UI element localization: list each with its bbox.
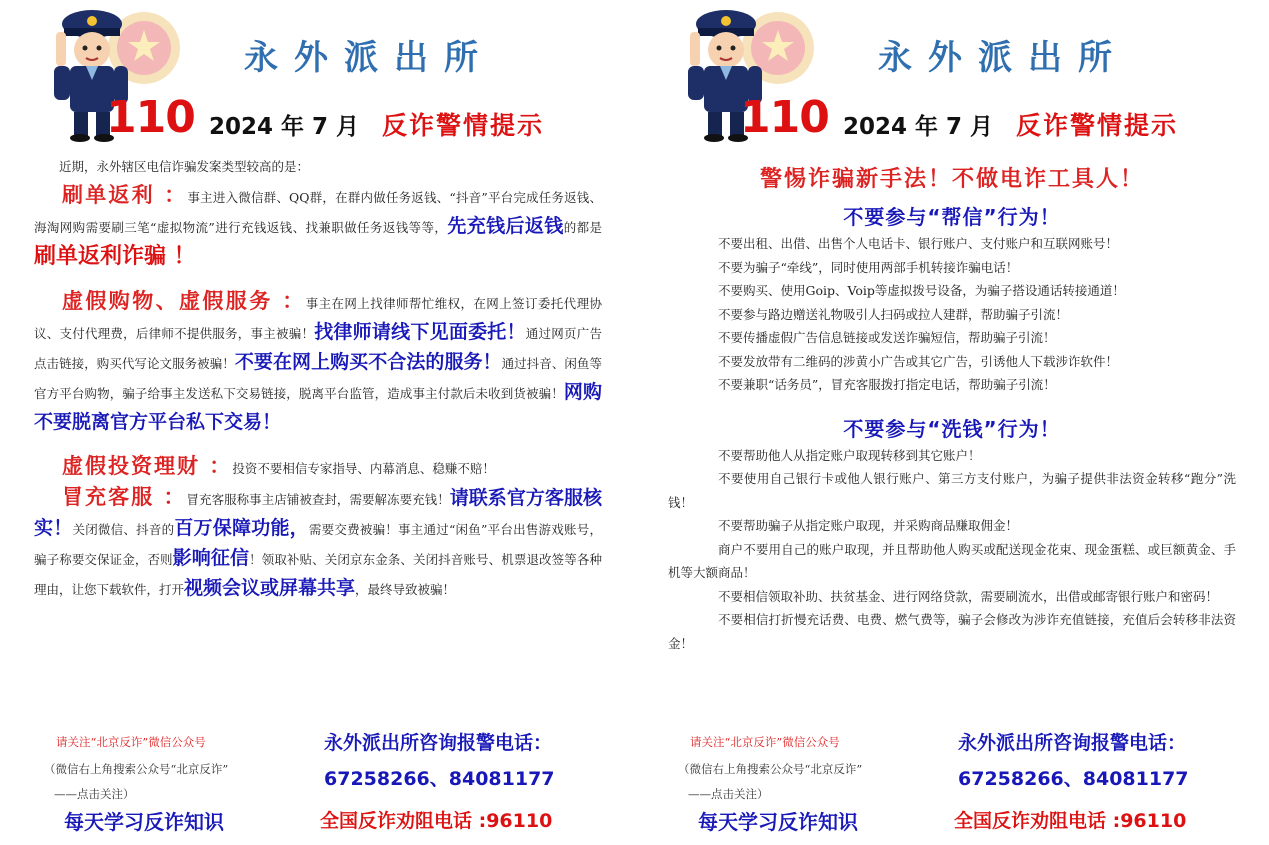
section-heading: 虚假投资理财 ： <box>62 454 233 478</box>
poster-header <box>668 0 1248 150</box>
consult-label: 永外派出所咨询报警电话： <box>324 732 553 754</box>
emergency-110: 110 <box>106 92 195 143</box>
left-body <box>34 152 602 604</box>
consult-label: 永外派出所咨询报警电话： <box>958 732 1187 754</box>
phone-numbers: 67258266、84081177 <box>324 768 555 790</box>
section-fake-service: 冒充客服 ：冒充客服称事主店铺被查封，需要解冻要充钱！请联系官方客服核实！关闭微信、抖音的百万保障功能，需要交费被骗！事主通过“闲鱼”平台出售游戏账号，骗子称要交保证金，否则影响征信！领取补贴、关闭京东金条、关闭抖音账号、机票退改签等各种理由，让您下载软件，打开视频会议或屏幕共享，最终导致被骗！ <box>34 485 602 599</box>
list-item: 不要参与路边赠送礼物吸引人扫码或拉人建群，帮助骗子引流！ <box>718 306 1069 322</box>
list-item: 不要兼职“话务员”，冒充客服拨打指定电话，帮助骗子引流！ <box>718 377 1056 392</box>
section-heading: 冒充客服 ： <box>62 485 187 509</box>
section-heading: 虚假购物、虚假服务 ： <box>62 289 306 313</box>
follow-note: 请关注“北京反诈”微信公众号 <box>56 735 206 749</box>
list-item: 不要帮助骗子从指定账户取现，并采购商品赚取佣金！ <box>718 518 1019 533</box>
alert-title: 反诈警情提示 <box>382 111 545 140</box>
issue-date: 2024 年 7 月 <box>843 114 994 140</box>
poster-footer <box>668 728 1248 838</box>
list-item: 不要发放带有二维码的涉黄小广告或其它广告，引诱他人下载涉诈软件！ <box>718 353 1119 369</box>
section-fake-shopping: 虚假购物、虚假服务 ：事主在网上找律师帮忙维权，在网上签订委托代理协议、支付代理费，后律师不提供服务，事主被骗！找律师请线下见面委托！通过网页广告点击链接，购买代写论文服务被骗！不要在网上购买不合法的服务！通过抖音、闲鱼等官方平台购物，骗子给事主发送私下交易链接，脱离平台监管，造成事主付款后未收到货被骗！网购不要脱离官方平台私下交易！ <box>34 289 602 433</box>
station-name: 永外派出所 <box>878 38 1128 78</box>
poster-footer <box>34 728 614 838</box>
intro-text: 近期，永外辖区电信诈骗发案类型较高的是： <box>59 159 310 174</box>
left-poster <box>0 0 634 845</box>
daily-learning: 每天学习反诈知识 <box>698 810 858 834</box>
click-note: ——点击关注） <box>688 787 769 801</box>
phone-numbers: 67258266、84081177 <box>958 768 1189 790</box>
section-investment: 虚假投资理财 ：投资不要相信专家指导、内幕消息、稳赚不赔！ <box>62 454 495 478</box>
daily-learning: 每天学习反诈知识 <box>64 810 224 834</box>
list-item: 不要出租、出借、出售个人电话卡、银行账户、支付账户和互联网账号！ <box>718 236 1119 251</box>
alert-title: 反诈警情提示 <box>1016 111 1179 140</box>
issue-date: 2024 年 7 月 <box>209 114 360 140</box>
follow-note: 请关注“北京反诈”微信公众号 <box>690 735 840 749</box>
click-note: ——点击关注） <box>54 787 135 801</box>
search-note: （微信右上角搜索公众号“北京反诈” <box>678 762 863 776</box>
station-name: 永外派出所 <box>244 38 494 78</box>
xiqian-title: 不要参与“洗钱”行为！ <box>843 416 1061 441</box>
section-heading: 刷单返利 ： <box>62 183 188 207</box>
poster-header <box>34 0 614 150</box>
right-body <box>668 156 1236 655</box>
bangxin-title: 不要参与“帮信”行为！ <box>843 205 1061 229</box>
anti-fraud-hotline: 全国反诈劝阻电话 :96110 <box>954 810 1187 832</box>
anti-fraud-hotline: 全国反诈劝阻电话 :96110 <box>320 810 553 832</box>
list-item: 不要相信打折慢充话费、电费、燃气费等，骗子会修改为涉诈充值链接，充值后会转移非法资金！ <box>668 612 1236 651</box>
warning-headline: 警惕诈骗新手法！不做电诈工具人！ <box>759 167 1144 192</box>
list-item: 不要相信领取补助、扶贫基金、进行网络贷款，需要刷流水，出借或邮寄银行账户和密码！ <box>718 588 1219 604</box>
emergency-110: 110 <box>740 92 829 143</box>
list-item: 不要帮助他人从指定账户取现转移到其它账户！ <box>718 447 981 463</box>
list-item: 不要购买、使用Goip、Voip等虚拟拨号设备，为骗子搭设通话转接通道！ <box>718 283 1125 298</box>
list-item: 不要为骗子“牵线”，同时使用两部手机转接诈骗电话！ <box>718 259 1019 275</box>
list-item: 不要使用自己银行卡或他人银行账户、第三方支付账户，为骗子提供非法资金转移“跑分”洗钱！ <box>668 471 1236 510</box>
list-item: 商户不要用自己的账户取现，并且帮助他人购买或配送现金花束、现金蛋糕、或巨额黄金、手机等大额商品！ <box>668 541 1236 580</box>
right-poster <box>634 0 1268 845</box>
search-note: （微信右上角搜索公众号“北京反诈” <box>44 762 229 776</box>
list-item: 不要传播虚假广告信息链接或发送诈骗短信，帮助骗子引流！ <box>718 330 1056 345</box>
section-shuadan: 刷单返利 ：事主进入微信群、QQ群，在群内做任务返钱、“抖音”平台完成任务返钱、海淘网购需要刷三笔“虚拟物流”进行充钱返钱、找兼职做任务返钱等等，先充钱后返钱的都是刷单返利诈骗 ！ <box>34 183 602 269</box>
